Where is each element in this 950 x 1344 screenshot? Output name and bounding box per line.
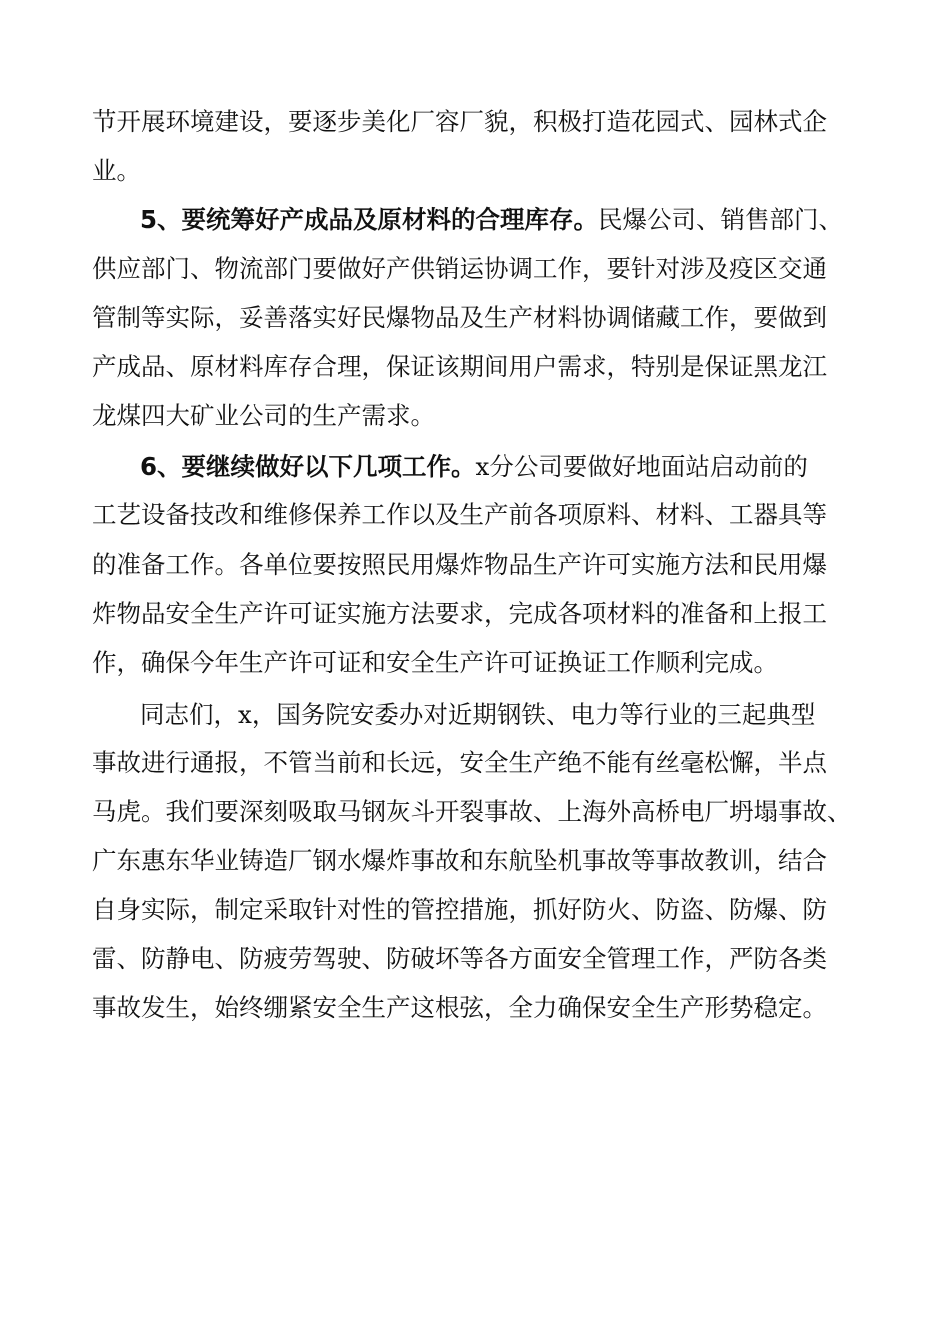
text-line: 自身实际，制定采取针对性的管控措施，抓好防火、防盗、防爆、防 xyxy=(92,895,827,924)
section-heading: 5、要统筹好产成品及原材料的合理库存。 xyxy=(140,205,599,234)
text-line: 业。 xyxy=(92,156,141,185)
text-line: 节开展环境建设，要逐步美化厂容厂貌，积极打造花园式、园林式企 xyxy=(92,107,827,136)
paragraph-first-line xyxy=(140,205,843,235)
text-run: x分公司要做好地面站启动前的 xyxy=(475,452,808,481)
text-line: 广东惠东华业铸造厂钢水爆炸事故和东航坠机事故等事故教训，结合 xyxy=(92,846,827,875)
text-line: 龙煤四大矿业公司的生产需求。 xyxy=(92,401,435,430)
text-line: 事故进行通报，不管当前和长远，安全生产绝不能有丝毫松懈，半点 xyxy=(92,748,827,777)
text-line: 的准备工作。各单位要按照民用爆炸物品生产许可实施方法和民用爆 xyxy=(92,550,827,579)
text-line: 管制等实际，妥善落实好民爆物品及生产材料协调储藏工作，要做到 xyxy=(92,303,827,332)
text-line: 炸物品安全生产许可证实施方法要求，完成各项材料的准备和上报工 xyxy=(92,599,827,628)
text-line: 产成品、原材料库存合理，保证该期间用户需求，特别是保证黑龙江 xyxy=(92,352,827,381)
text-line: 工艺设备技改和维修保养工作以及生产前各项原料、材料、工器具等 xyxy=(92,500,827,529)
text-line: 马虎。我们要深刻吸取马钢灰斗开裂事故、上海外高桥电厂坍塌事故、 xyxy=(92,797,852,826)
text-line: 供应部门、物流部门要做好产供销运协调工作，要针对涉及疫区交通 xyxy=(92,254,827,283)
text-line: 雷、防静电、防疲劳驾驶、防破坏等各方面安全管理工作，严防各类 xyxy=(92,944,827,973)
section-heading: 6、要继续做好以下几项工作。 xyxy=(140,452,476,481)
paragraph-first-line xyxy=(140,452,808,482)
text-run: 民爆公司、销售部门、 xyxy=(598,205,844,234)
paragraph-first-line: 同志们，x，国务院安委办对近期钢铁、电力等行业的三起典型 xyxy=(140,700,816,729)
text-line: 作，确保今年生产许可证和安全生产许可证换证工作顺利完成。 xyxy=(92,648,778,677)
text-line: 事故发生，始终绷紧安全生产这根弦，全力确保安全生产形势稳定。 xyxy=(92,993,827,1022)
